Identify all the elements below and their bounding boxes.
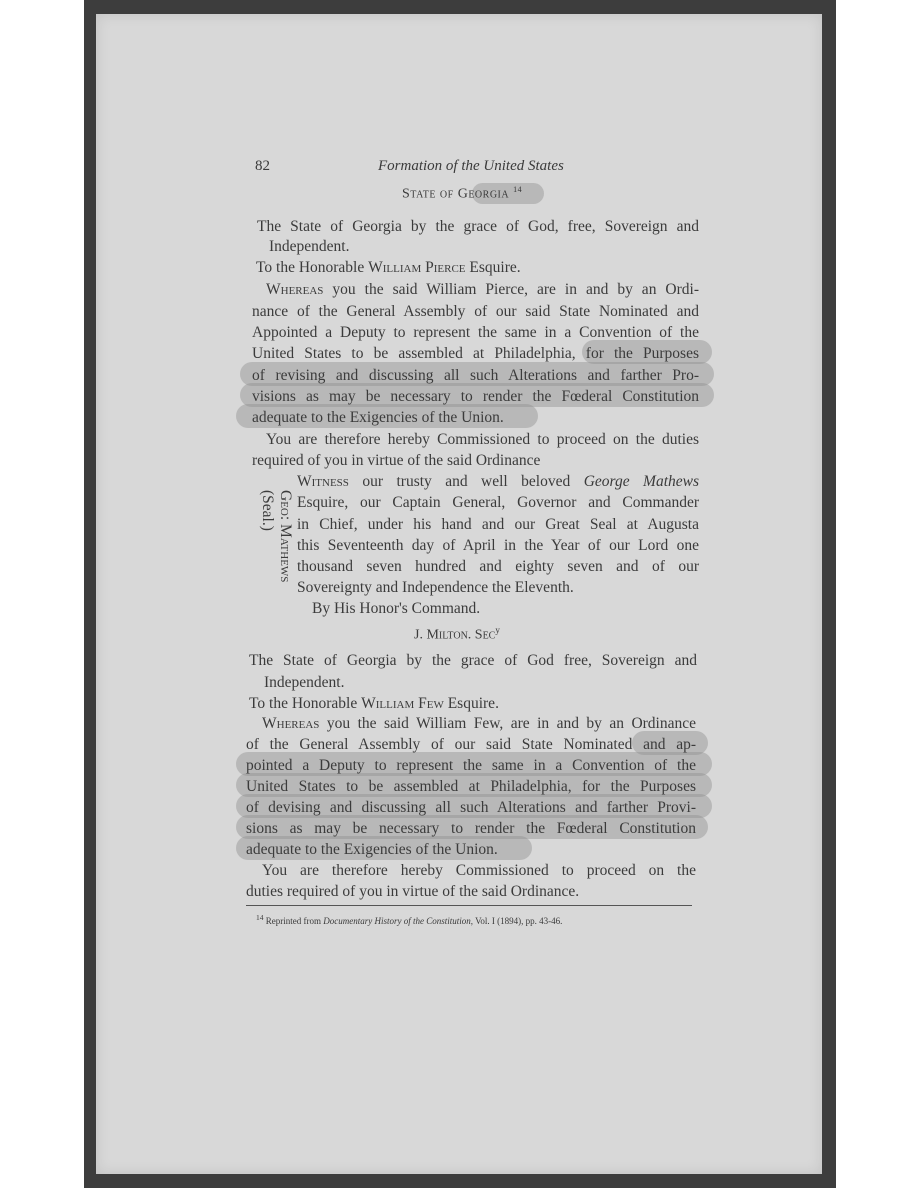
pierce-para-1 xyxy=(266,280,699,300)
pierce-address-suffix: Esquire. xyxy=(469,259,521,276)
pierce-line-2: Independent. xyxy=(269,238,350,255)
few-p3: pointed a Deputy to represent the same in a Convention of the xyxy=(246,757,696,774)
footnote-suffix: Vol. I (1894), pp. 43-46. xyxy=(475,916,563,926)
witness-line-3: in Chief, under his hand and our Great Seal at Augusta xyxy=(297,516,699,533)
footnote-prefix: Reprinted from xyxy=(265,916,321,926)
pierce-p7: adequate to the Exigencies of the Union. xyxy=(252,409,504,426)
few-p6: sions as may be necessary to render the Fœderal Constitution xyxy=(246,820,696,837)
few-p8: You are therefore hereby Commissioned to proceed on the xyxy=(262,862,696,879)
footnote-rule xyxy=(246,905,692,906)
pierce-p8: You are therefore hereby Commissioned to proceed on the duties xyxy=(266,431,699,448)
few-p5: of devising and discussing all such Alterations and farther Provi- xyxy=(246,799,696,816)
witness-line-7: By His Honor's Command. xyxy=(312,600,481,617)
pierce-line-1: The State of Georgia by the grace of God, free, Sovereign and xyxy=(257,218,699,235)
page-number: 82 xyxy=(255,158,270,174)
section-title-text: State of Georgia xyxy=(402,186,510,202)
witness-line-1-mid: our trusty and well beloved xyxy=(362,473,571,490)
pierce-p1: you the said William Pierce, are in and by an Ordi- xyxy=(332,281,700,298)
secretary-signature xyxy=(414,620,500,646)
witness-word: Witness xyxy=(297,473,349,490)
pierce-address-name: William Pierce xyxy=(368,259,466,276)
footnote xyxy=(256,913,562,926)
secretary-name: J. Milton. Sec xyxy=(414,627,496,643)
pierce-p2: nance of the General Assembly of our said State Nominated and xyxy=(252,303,699,320)
few-para-1 xyxy=(262,714,696,734)
few-address-prefix: To the Honorable xyxy=(249,695,358,712)
pierce-p6: visions as may be necessary to render the Fœderal Constitution xyxy=(252,388,699,405)
witness-line-6: Sovereignty and Independence the Eleventh. xyxy=(297,579,574,596)
pierce-address xyxy=(256,258,521,278)
few-line-1: The State of Georgia by the grace of God free, Sovereign and xyxy=(249,652,697,669)
few-p9: duties required of you in virtue of the said Ordinance. xyxy=(246,883,580,900)
secretary-superscript: y xyxy=(495,625,500,635)
witness-governor-name: George Mathews xyxy=(583,473,700,490)
few-address-suffix: Esquire. xyxy=(447,695,499,712)
few-address-name: William Few xyxy=(361,695,444,712)
witness-line-2: Esquire, our Captain General, Governor and Commander xyxy=(297,494,699,511)
governor-signature-vertical xyxy=(258,490,294,582)
few-p1: you the said William Few, are in and by an Ordinance xyxy=(326,715,696,732)
pierce-p4: United States to be assembled at Philadelphia, for the Purposes xyxy=(252,345,699,362)
few-address xyxy=(249,694,499,714)
few-whereas: Whereas xyxy=(262,715,320,732)
few-p7: adequate to the Exigencies of the Union. xyxy=(246,841,498,858)
witness-line-5: thousand seven hundred and eighty seven and of our xyxy=(297,558,699,575)
pierce-address-prefix: To the Honorable xyxy=(256,259,365,276)
section-footnote-ref: 14 xyxy=(513,185,523,194)
witness-line-1 xyxy=(297,472,699,492)
footnote-source: Documentary History of the Constitution, xyxy=(323,916,473,926)
pierce-p3: Appointed a Deputy to represent the same in a Convention of the xyxy=(252,324,699,341)
footnote-number: 14 xyxy=(256,913,264,922)
pierce-p9: required of you in virtue of the said Ordinance xyxy=(252,452,541,469)
running-title: Formation of the United States xyxy=(378,158,564,174)
few-p2: of the General Assembly of our said State Nominated and ap- xyxy=(246,736,696,753)
few-line-2: Independent. xyxy=(264,674,345,691)
governor-signature: Geo: Mathews xyxy=(277,490,294,583)
section-title xyxy=(402,185,522,203)
witness-line-4: this Seventeenth day of April in the Year of our Lord one xyxy=(297,537,699,554)
few-p4: United States to be assembled at Philadelphia, for the Purposes xyxy=(246,778,696,795)
seal-label: (Seal.) xyxy=(259,490,276,531)
pierce-p5: of revising and discussing all such Alterations and farther Pro- xyxy=(252,367,699,384)
pierce-whereas: Whereas xyxy=(266,281,324,298)
